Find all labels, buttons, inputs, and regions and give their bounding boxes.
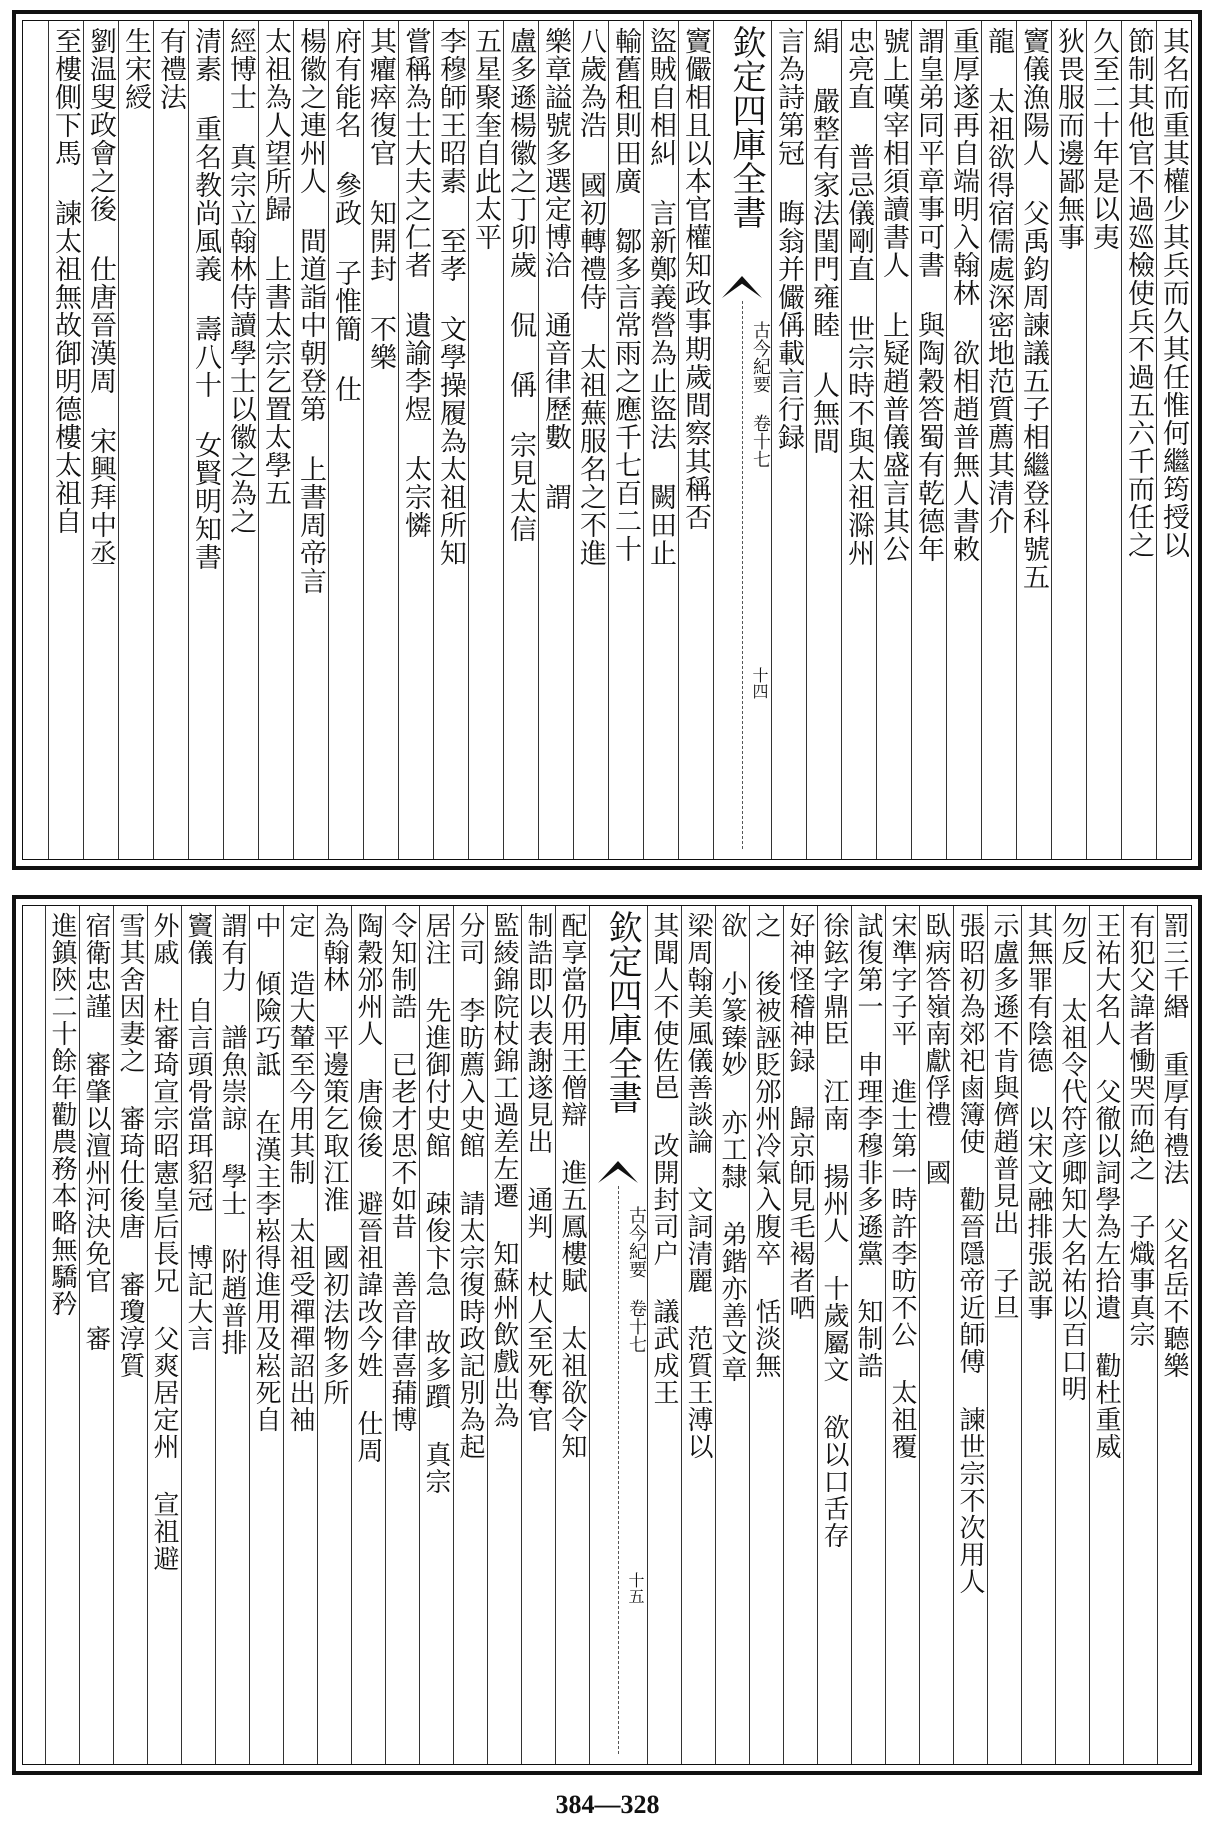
top-column	[293, 21, 328, 859]
bottom-column	[1055, 906, 1089, 1764]
top-column	[83, 21, 118, 859]
bottom-column-text: 勿反 太祖令代符彦卿知大名祐以百口明	[1057, 912, 1087, 1402]
bottom-column	[1123, 906, 1157, 1764]
top-column	[1051, 21, 1086, 859]
top-column-text: 謂皇弟同平章事可書 與陶穀答蜀有乾德年	[913, 27, 944, 563]
bottom-column-text: 示盧多遜不肯與儕趙普見出 子旦	[989, 912, 1019, 1321]
bottom-column-text: 徐鉉字鼎臣 江南 揚州人 十歲屬文 欲以口舌存	[819, 912, 849, 1549]
top-column	[118, 21, 153, 859]
top-column	[503, 21, 538, 859]
bottom-column-text: 中 傾險巧詆 在漢主李崧得進用及崧死自	[251, 912, 281, 1433]
top-column	[573, 21, 608, 859]
top-column-text: 狄畏服而邊鄙無事	[1053, 27, 1084, 251]
bottom-column	[1157, 906, 1191, 1764]
top-column	[223, 21, 258, 859]
bottom-column	[919, 906, 953, 1764]
bottom-column-text: 罰三千緡 重厚有禮法 父名岳不聽樂	[1159, 912, 1189, 1379]
bottom-column-text: 定 造大輦至今用其制 太祖受禪禪詔出袖	[285, 912, 315, 1433]
bottom-column	[487, 906, 521, 1764]
bottom-column	[215, 906, 249, 1764]
top-column-text: 絹 嚴整有家法閨門雍睦 人無間	[808, 27, 839, 455]
bottom-column	[987, 906, 1021, 1764]
top-column-text: 楊徽之連州人 間道詣中朝登第 上書周帝言	[295, 27, 326, 595]
top-column-text: 李穆師王昭素 至孝 文學操履為太祖所知	[435, 27, 466, 567]
top-column	[771, 21, 806, 859]
bottom-column	[45, 906, 79, 1764]
bottom-column	[681, 906, 715, 1764]
top-column	[946, 21, 981, 859]
bottom-column-text: 宋準字子平 進士第一時許李昉不公 太祖覆	[887, 912, 917, 1460]
bottom-column-text: 好神怪稽神録 歸京師見毛褐者哂	[785, 912, 815, 1321]
bottom-column-text: 其聞人不使佐邑 改開封司户 議武成王	[649, 912, 679, 1406]
top-column-text: 其名而重其權少其兵而久其任惟何繼筠授以	[1158, 27, 1189, 559]
bottom-column-text: 梁周翰美風儀善談論 文詞清麗 范質王溥以	[683, 912, 713, 1460]
top-column	[328, 21, 363, 859]
top-column	[981, 21, 1016, 859]
top-column-text: 輸舊租則田廣 鄒多言常雨之應千七百二十	[610, 27, 641, 563]
bottom-column-text: 分司 李昉薦入史館 請太宗復時政記別為起	[455, 912, 485, 1460]
bottom-column-text: 臥病答嶺南獻俘禮 國	[921, 912, 951, 1186]
top-column	[258, 21, 293, 859]
bottom-column-text: 居注 先進御付史館 疎俊卞急 故多躓 真宗	[421, 912, 451, 1495]
top-column	[363, 21, 398, 859]
top-column-text: 至樓側下馬 諫太祖無故御明德樓太祖自	[50, 27, 81, 535]
bottom-column-text: 外戚 杜審琦宣宗昭憲皇后長兄 父爽居定州 宣祖避	[149, 912, 179, 1572]
top-column-text: 龍 太祖欲得宿儒處深密地范質薦其清介	[983, 27, 1014, 535]
bottom-text-columns	[45, 906, 1191, 1764]
top-column	[678, 21, 713, 859]
bottom-column-text: 王祐大名人 父徹以詞學為左拾遺 勸杜重威	[1091, 912, 1121, 1460]
top-column-text: 生宋綬	[120, 27, 151, 111]
top-column	[468, 21, 503, 859]
top-column-text: 節制其他官不過廵檢使兵不過五六千而任之	[1123, 27, 1154, 559]
top-column	[153, 21, 188, 859]
bottom-column	[385, 906, 419, 1764]
top-column-text: 嘗稱為士大夫之仁者 遺諭李煜 太宗憐	[400, 27, 431, 539]
bottom-column-text: 為翰林 平邊策乞取江淮 國初法物多所	[319, 912, 349, 1406]
bottom-center-gutter	[589, 906, 647, 1764]
bottom-column	[885, 906, 919, 1764]
top-column-text: 盜賊自相糾 言新鄭義營為止盜法 闕田止	[645, 27, 676, 567]
bottom-column-text: 其無罪有陰德 以宋文融排張説事	[1023, 912, 1053, 1321]
fish-tail-icon	[722, 276, 762, 298]
top-column-text: 竇儼相且以本官權知政事期歲間察其稱否	[680, 27, 711, 531]
top-column-text: 劉温叟政會之後 仕唐晉漢周 宋興拜中丞	[85, 27, 116, 567]
bottom-column	[851, 906, 885, 1764]
bottom-column	[351, 906, 385, 1764]
fish-tail-icon	[598, 1161, 638, 1183]
bottom-column	[1021, 906, 1055, 1764]
bottom-column	[953, 906, 987, 1764]
bottom-column-text: 監綾錦院杖錦工過差左遷 知蘇州飲戲出為	[489, 912, 519, 1429]
top-column	[911, 21, 946, 859]
bottom-column	[181, 906, 215, 1764]
bottom-column-text: 制誥即以表謝遂見出 通判 杖人至死奪官	[523, 912, 553, 1433]
bottom-column-text: 欲 小篆臻妙 亦工隸 弟鍇亦善文章	[717, 912, 747, 1383]
top-column	[433, 21, 468, 859]
bottom-column-text: 謂有力 譜魚崇諒 學士 附趙普排	[217, 912, 247, 1356]
top-text-columns	[48, 21, 1191, 859]
top-column	[538, 21, 573, 859]
bottom-column	[147, 906, 181, 1764]
bottom-column-text: 配享當仍用王僧辯 進五鳳樓賦 太祖欲令知	[557, 912, 587, 1460]
top-column	[643, 21, 678, 859]
top-column-text: 久至二十年是以夷	[1088, 27, 1119, 251]
folio-number: 十五	[626, 1572, 645, 1604]
top-column-text: 言為詩第冠 晦翁并儼偁載言行録	[773, 27, 804, 451]
bottom-column	[749, 906, 783, 1764]
top-column	[1156, 21, 1191, 859]
bottom-column	[521, 906, 555, 1764]
top-column-text: 竇儀漁陽人 父禹鈞周諫議五子相繼登科號五	[1018, 27, 1049, 591]
top-column-text: 府有能名 參政 子惟簡 仕	[330, 27, 361, 403]
bottom-column-text: 之 後被誣貶邠州冷氣入腹卒 恬淡無	[751, 912, 781, 1379]
chapter-label: 古今紀要 卷十七	[626, 1206, 647, 1353]
page-number: 384—328	[555, 1790, 660, 1819]
bottom-column	[647, 906, 681, 1764]
top-column-text: 有禮法	[155, 27, 186, 111]
bottom-column	[453, 906, 487, 1764]
top-column-text: 樂章謚號多選定博洽 通音律歷數 謂	[540, 27, 571, 511]
top-column	[608, 21, 643, 859]
top-column-text: 其癯瘁復官 知開封 不樂	[365, 27, 396, 371]
top-column-text: 號上嘆宰相須讀書人 上疑趙普儀盛言其公	[878, 27, 909, 563]
bottom-column	[113, 906, 147, 1764]
bottom-column	[317, 906, 351, 1764]
bottom-column	[817, 906, 851, 1764]
top-column	[876, 21, 911, 859]
bottom-column	[283, 906, 317, 1764]
bottom-column-text: 宿衛忠謹 審肇以澶州河決免官 審	[81, 912, 111, 1352]
bottom-column-text: 有犯父諱者慟哭而絶之 子熾事真宗	[1125, 912, 1155, 1348]
bottom-column	[1089, 906, 1123, 1764]
bottom-column-text: 雪其舍因妻之 審琦仕後唐 審瓊淳質	[115, 912, 145, 1379]
bottom-column-text: 試復第一 申理李穆非多遜黨 知制誥	[853, 912, 883, 1379]
top-column	[398, 21, 433, 859]
bottom-page-frame	[22, 905, 1192, 1765]
top-column	[806, 21, 841, 859]
top-column	[1016, 21, 1051, 859]
bottom-column-text: 張昭初為郊祀鹵簿使 勸晉隱帝近師傅 諫世宗不次用人	[955, 912, 985, 1595]
top-center-gutter	[713, 21, 771, 859]
top-column-text: 經博士 真宗立翰林侍讀學士以徽之為之	[225, 27, 256, 535]
top-column	[48, 21, 83, 859]
bottom-column-text: 竇儀 自言頭骨當珥貂冠 博記大言	[183, 912, 213, 1352]
top-column	[1086, 21, 1121, 859]
top-column	[841, 21, 876, 859]
top-column-text: 清素 重名教尚風義 壽八十 女賢明知書	[190, 27, 221, 571]
bottom-column	[555, 906, 589, 1764]
top-column	[188, 21, 223, 859]
top-column-text: 盧多遜楊徽之丁卯歲 侃 偁 宗見太信	[505, 27, 536, 543]
bottom-column-text: 令知制誥 已老才思不如昔 善音律喜蒱博	[387, 912, 417, 1433]
folio-number: 十四	[750, 667, 769, 699]
bottom-column	[249, 906, 283, 1764]
bottom-column	[783, 906, 817, 1764]
book-title: 欽定四庫全書	[726, 25, 766, 229]
bottom-column	[79, 906, 113, 1764]
bottom-column-text: 進鎮陝二十餘年勸農務本略無驕矜	[47, 912, 77, 1317]
top-column-text: 忠亮直 普忌儀剛直 世宗時不與太祖滁州	[843, 27, 874, 567]
top-page-frame	[22, 20, 1192, 860]
bottom-column	[715, 906, 749, 1764]
top-column-text: 太祖為人望所歸 上書太宗乞置太學五	[260, 27, 291, 507]
bottom-column	[419, 906, 453, 1764]
chapter-label: 古今紀要 卷十七	[750, 321, 771, 468]
bottom-page-panel	[12, 895, 1202, 1775]
top-column	[1121, 21, 1156, 859]
top-column-text: 五星聚奎自此太平	[470, 27, 501, 251]
top-page-panel	[12, 10, 1202, 870]
book-title: 欽定四庫全書	[602, 910, 642, 1114]
top-column-text: 重厚遂再自端明入翰林 欲相趙普無人書敕	[948, 27, 979, 563]
bottom-column-text: 陶穀邠州人 唐儉後 避晉祖諱改今姓 仕周	[353, 912, 383, 1464]
top-column-text: 八歲為浩 國初轉禮侍 太祖蕪服名之不進	[575, 27, 606, 567]
